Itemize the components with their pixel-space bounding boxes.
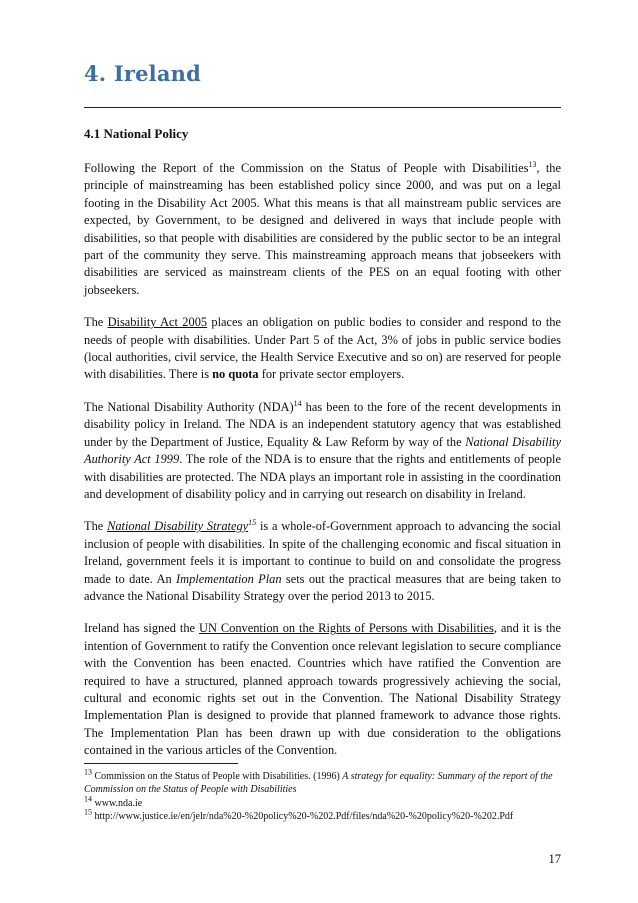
implementation-plan-title: Implementation Plan bbox=[176, 571, 282, 586]
footnote-ref-13[interactable]: 13 bbox=[528, 159, 537, 169]
footnote-15: $^{15}$ http://www.justice.ie/en/jelr/nda%20-%20policy%20-%202.Pdf/files/nda%20-%20policy%20-%202.Pdf bbox=[84, 807, 514, 823]
heading-rule bbox=[84, 107, 561, 108]
paragraph-1: Following the Report of the Commission on the Status of People with Disabilities$^{13}$, the principle of mainstreaming has been established policy since 2000, and was put on a legal footing in the Disability Act 2005. What this means is that all mainstream public services are expected, by Government, to be designed and delivered in ways that include people with disabilities, so that people with disabilities are considered by the public sector to be an integral part of the community they serve. This mainstreaming approach means that jobseekers with disabilities are serviced as mainstream clients of the PES on an equal footing with other jobseekers. bbox=[84, 159, 561, 297]
body-text bbox=[84, 160, 561, 775]
paragraph-4: The National Disability Strategy$^{15}$ is a whole-of-Government approach to advancing the social inclusion of people with disabilities. In spite of the challenging economic and fiscal situation in Ireland, government feels it is important to continue to build on and consolidate the progress made to date. An Implementation Plan sets out the practical measures that are being taken to advance the National Disability Strategy over the period 2013 to 2015. bbox=[84, 518, 561, 603]
section-heading: 4. Ireland bbox=[84, 61, 202, 86]
footnote-ref-15[interactable]: 15 bbox=[248, 518, 257, 528]
paragraph-5: Ireland has signed the UN Convention on the Rights of Persons with Disabilities, and it is the intention of Government to ratify the Convention once relevant legislation to secure compliance with the Convention has been enacted. Countries which have ratified the Convention are required to have a structured, planned approach towards progressively achieving the social, cultural and economic rights set out in the Convention. The National Disability Strategy Implementation Plan is designed to provide that planned framework to advance those rights. The Implementation Plan has been drawn up with due consideration to the obligations contained in the various articles of the Convention. bbox=[84, 621, 562, 758]
nda-website-link[interactable]: www.nda.ie bbox=[92, 797, 143, 809]
footnote-13: $^{13}$ Commission on the Status of People with Disabilities. (1996) A strategy for equality: Summary of the report of the Commission on the Status of People with Disabilities bbox=[84, 767, 553, 796]
un-convention-link[interactable]: UN Convention on the Rights of Persons with Disabilities bbox=[199, 621, 494, 636]
footnote-separator bbox=[84, 763, 238, 764]
paragraph-3: The National Disability Authority (NDA)$^{14}$ has been to the fore of the recent developments in disability policy in Ireland. The NDA is an independent statutory agency that was established under by the Department of Justice, Equality & Law Reform by way of the National Disability Authority Act 1999. The role of the NDA is to ensure that the rights and entitlements of people with disabilities are protected. The NDA plays an important role in assisting in the coordination and development of disability policy and in carrying out research on disability in Ireland. bbox=[84, 398, 561, 501]
disability-act-link[interactable]: Disability Act 2005 bbox=[107, 315, 208, 330]
justice-url-link[interactable]: http://www.justice.ie/en/jelr/nda%20-%20policy%20-%202.Pdf/files/nda%20-%20policy%20-%202.Pdf bbox=[92, 811, 514, 823]
national-disability-strategy-link[interactable]: National Disability Strategy bbox=[107, 519, 249, 534]
footnotes bbox=[84, 767, 561, 824]
no-quota-emphasis: no quota bbox=[212, 367, 259, 382]
paragraph-2: The Disability Act 2005 places an obligation on public bodies to consider and respond to the needs of people with disabilities. Under Part 5 of the Act, 3% of jobs in public service bodies (local authorities, civil service, the Health Service Executive and so on) are reserved for people with disabilities. There is no quota for private sector employers. bbox=[84, 315, 561, 382]
nda-act-title: National Disability Authority Act 1999 bbox=[84, 434, 561, 467]
footnote-ref-14[interactable]: 14 bbox=[293, 398, 302, 408]
subsection-heading: 4.1 National Policy bbox=[84, 126, 189, 141]
footnote-14: $^{14}$ www.nda.ie bbox=[84, 794, 143, 809]
page-number: 17 bbox=[548, 852, 561, 866]
